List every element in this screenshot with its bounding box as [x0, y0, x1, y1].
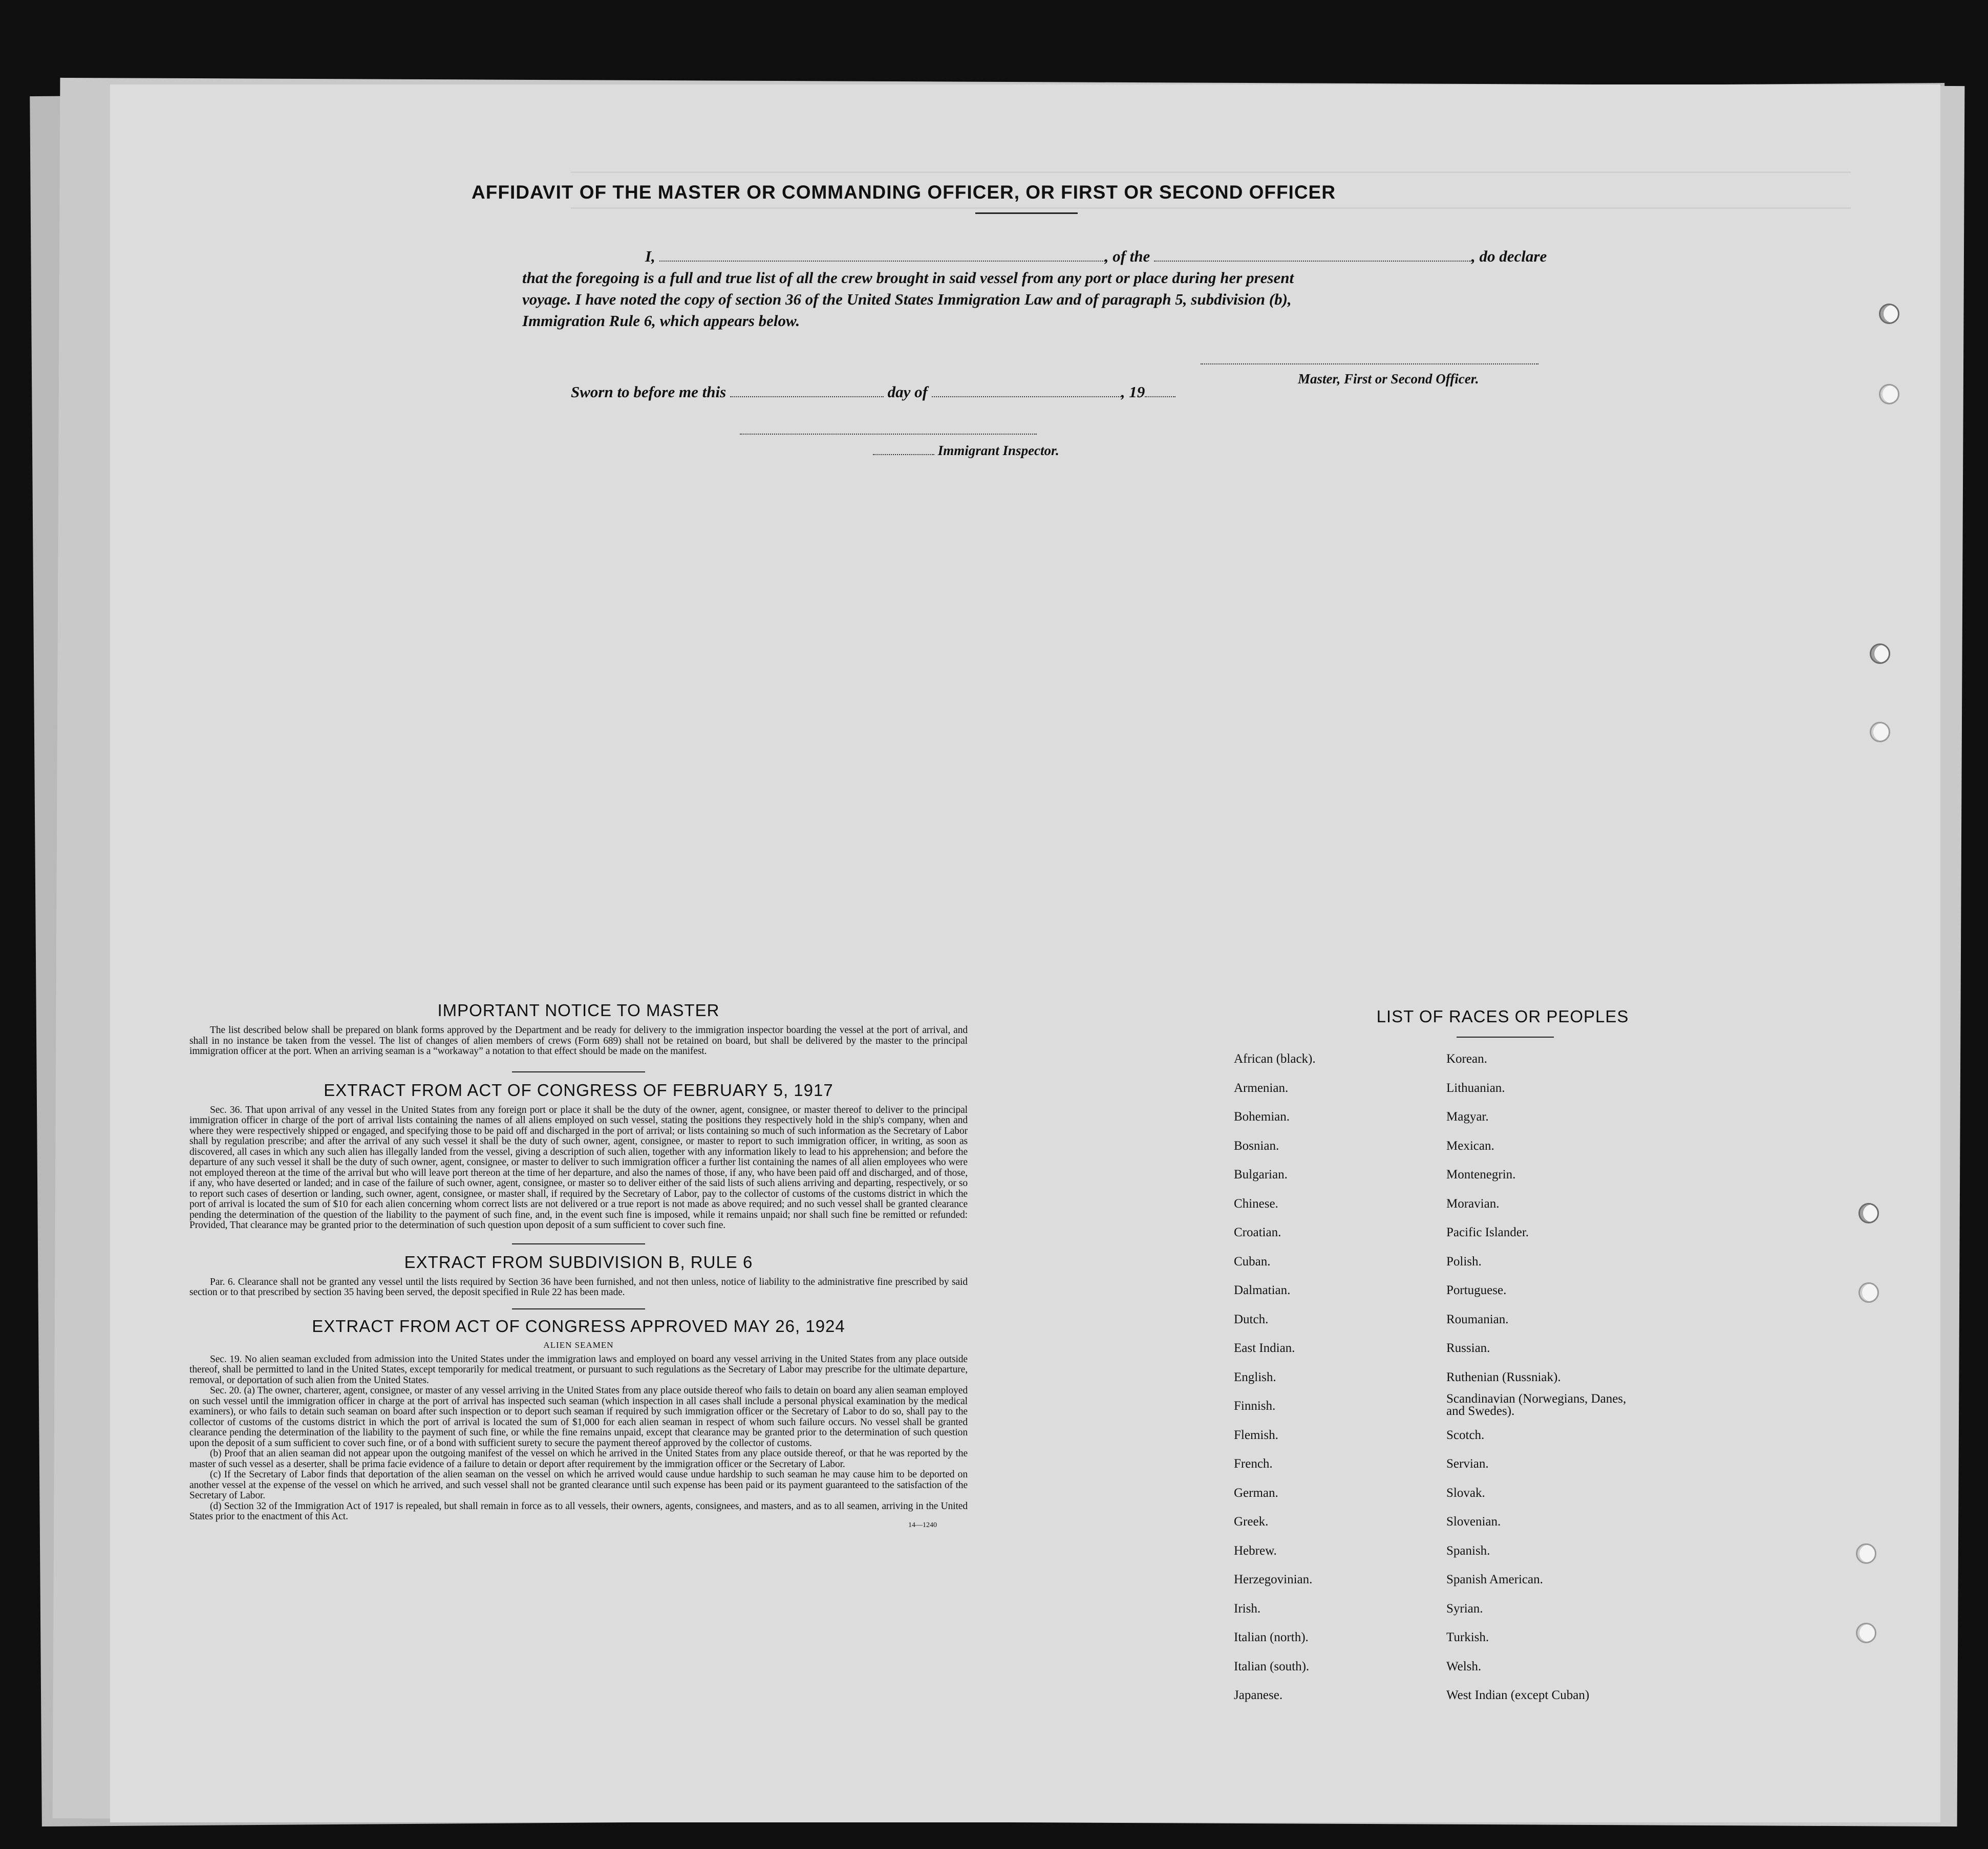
race-item: Dalmatian. [1234, 1283, 1291, 1297]
declaration-line: voyage. I have noted the copy of section 36 of the United States Immigration Law and of paragraph 5, subdivision (b), [522, 290, 1292, 308]
manifest-back-page [110, 84, 1940, 1822]
sec-19-paragraph: Sec. 19. No alien seaman excluded from admission into the United States under the immigration laws and employed on board any vessel arriving in the United States from any place outside thereof, shall be permitted to land in the United States, except temporarily for medical treatment, or pursuant to such regulations as the Secretary of Labor may prescribe for the ultimate departure, removal, or deportation of such alien from the United States. [189, 1353, 968, 1386]
sec-20d-paragraph: (d) Section 32 of the Immigration Act of 1917 is repealed, but shall remain in force as to all vessels, their owners, agents, consignees, and masters, and as to all seamen, arriving in the United States prior to the enactment of this Act. [189, 1500, 968, 1522]
race-item: Magyar. [1446, 1110, 1489, 1124]
race-item: German. [1234, 1486, 1278, 1500]
sec-20c-paragraph: (c) If the Secretary of Labor finds that deportation of the alien seaman on the vessel on which he arrived would cause undue hardship to such seaman he may cause him to be deported on another vessel at the expense of the vessel on which he arrived, and such vessel shall not be granted clearance until such expense has been paid or its payment guaranteed to the satisfaction of the Secretary of Labor. [189, 1469, 968, 1501]
race-item: Cuban. [1234, 1254, 1271, 1268]
race-item: Scotch. [1446, 1428, 1485, 1442]
binder-hole [1856, 1543, 1876, 1564]
race-item: Flemish. [1234, 1428, 1278, 1442]
notice-paragraph: The list described below shall be prepared on blank forms approved by the Department and be ready for delivery to the immigration inspector boarding the vessel at the port of arrival, and shall in no instance be taken from the vessel. The list of changes of alien members of crews (Form 689) shall not be retained on board, but shall be delivered by the master to the principal immigration officer at the port. When an arriving seaman is a “workaway” a notation to that effect should be made on the manifest. [189, 1025, 968, 1057]
race-item: Slovenian. [1446, 1515, 1501, 1529]
binder-hole [1870, 722, 1890, 742]
affidavit-title: AFFIDAVIT OF THE MASTER OR COMMANDING OFFICER, OR FIRST OR SECOND OFFICER [472, 182, 1336, 203]
race-item: Bohemian. [1234, 1110, 1290, 1124]
race-item: Herzegovinian. [1234, 1573, 1313, 1586]
form-number: 14—1240 [908, 1521, 937, 1529]
binder-hole [1870, 643, 1890, 664]
race-item: Welsh. [1446, 1659, 1482, 1673]
race-item: Finnish. [1234, 1399, 1276, 1413]
race-item: Italian (south). [1234, 1659, 1310, 1673]
race-item: Syrian. [1446, 1601, 1483, 1616]
binder-hole [1879, 304, 1899, 324]
par-6-paragraph: Par. 6. Clearance shall not be granted any vessel until the lists required by Section 36 have been furnished, and not then unless, notice of liability to the administrative fine prescribed by said section or to that prescribed by section 35 having been served, the deposit specified in Rule 22 has been made. [189, 1276, 968, 1298]
i-label: I, [645, 247, 655, 265]
extract-rule6-title: EXTRACT FROM SUBDIVISION B, RULE 6 [404, 1252, 753, 1272]
race-item: Moravian. [1446, 1196, 1500, 1211]
race-item: African (black). [1234, 1052, 1316, 1066]
race-item: Ruthenian (Russniak). [1446, 1370, 1561, 1384]
binder-hole [1879, 384, 1899, 404]
race-item: Scandinavian (Norwegians, Danes, and Swedes). [1446, 1392, 1627, 1418]
race-item: Roumanian. [1446, 1312, 1509, 1326]
races-title: LIST OF RACES OR PEOPLES [1376, 1007, 1629, 1026]
race-item: Pacific Islander. [1446, 1226, 1529, 1239]
race-item: Russian. [1446, 1341, 1490, 1355]
inspector-label: Immigrant Inspector. [937, 443, 1059, 458]
of-the-label: , of the [1104, 247, 1150, 265]
race-item: Armenian. [1234, 1081, 1289, 1095]
binder-hole [1856, 1623, 1876, 1643]
extract-1917-title: EXTRACT FROM ACT OF CONGRESS OF FEBRUARY 5, 1917 [324, 1080, 833, 1100]
race-item: Bosnian. [1234, 1138, 1279, 1153]
race-item: Bulgarian. [1234, 1168, 1288, 1181]
sworn-prefix: Sworn to before me this [571, 383, 726, 401]
race-item: Lithuanian. [1446, 1081, 1505, 1095]
race-item: West Indian (except Cuban) [1446, 1688, 1590, 1702]
race-item: East Indian. [1234, 1341, 1295, 1355]
races-list [110, 84, 1940, 1822]
race-item: Irish. [1234, 1601, 1261, 1616]
race-item: Hebrew. [1234, 1543, 1277, 1558]
do-declare-label: , do declare [1471, 247, 1547, 265]
race-item: Mexican. [1446, 1138, 1494, 1153]
sec-36-paragraph: Sec. 36. That upon arrival of any vessel in the United States from any foreign port or place it shall be the duty of the owner, agent, consignee, or master thereof to deliver to the principal immigration officer in charge of the port of arrival lists containing the names of all aliens employed on such vessel, stating the positions they respectively hold in the ship's company, when and where they were respectively shipped or engaged, and specifying those to be paid off and discharged in the port of arrival; or lists containing so much of such information as the Secretary of Labor shall by regulation prescribe; and after the arrival of any such vessel it shall be the duty of such owner, agent, consignee, or master to report to such immigration officer, in writing, as soon as discovered, all cases in which any such alien has illegally landed from the vessel, giving a description of such alien, together with any information likely to lead to his apprehension; and before the departure of any such vessel it shall be the duty of such owner, agent, consignee, or master to deliver to such immigration officer a further list containing the names of all alien employees who were not employed thereon at the time of the arrival but who will leave port thereon at the time of her departure, and also the names of those, if any, who have been paid off and discharged, and of those, if any, who have deserted or landed; and in case of the failure of such owner, agent, consignee, or master so to deliver either of the said lists of such aliens arriving and departing, respectively, or so to report such cases of desertion or landing, such owner, agent, consignee, or master shall, if required by the Secretary of Labor, pay to the collector of customs of the customs district in which the port of arrival is located the sum of $10 for each alien concerning whom correct lists are not delivered or a true report is not made as above required; and no such vessel shall be granted clearance pending the determination of the question of the liability to the payment of such fine, and, in the event such fine is imposed, while it remains unpaid; nor shall such fine be remitted or refunded: Provided, That clearance may be granted prior to the determination of such question upon deposit of a sum sufficient to cover such fine. [189, 1104, 968, 1231]
binder-hole [1858, 1282, 1879, 1303]
day-of-label: day of [887, 383, 928, 401]
race-item: Turkish. [1446, 1630, 1489, 1644]
year-prefix: , 19 [1121, 383, 1145, 401]
race-item: Greek. [1234, 1515, 1269, 1529]
binder-hole [1858, 1203, 1879, 1223]
race-item: Korean. [1446, 1052, 1487, 1066]
sec-20b-paragraph: (b) Proof that an alien seaman did not appear upon the outgoing manifest of the vessel on which he arrived in the United States from any place outside thereof, or that he was reported by the master of such vessel as a deserter, shall be prima facie evidence of a failure to detain or deport after requirement by the immigration officer or the Secretary of Labor. [189, 1448, 968, 1470]
alien-seamen-subtitle: ALIEN SEAMEN [543, 1340, 614, 1350]
race-item: Slovak. [1446, 1486, 1485, 1500]
race-item: French. [1234, 1457, 1273, 1471]
race-item: Montenegrin. [1446, 1168, 1516, 1181]
race-item: Italian (north). [1234, 1630, 1309, 1644]
race-item: Polish. [1446, 1254, 1482, 1268]
race-item: Spanish. [1446, 1543, 1490, 1558]
sec-20a-paragraph: Sec. 20. (a) The owner, charterer, agent, consignee, or master of any vessel arriving in the United States from any place outside thereof who fails to detain on board any alien seaman employed on such vessel until the immigration officer in charge at the port of arrival has inspected such seaman (which inspection in all cases shall include a personal physical examination by the medical examiners), or who fails to detain such seaman on board after such inspection or to deport such seaman if required by such immigration officer or the Secretary of Labor to do so, shall pay to the collector of customs of the customs district in which the port of arrival is located the sum of $1,000 for each alien seaman in respect of whom such failure occurs. No vessel shall be granted clearance pending the determination of the liability to the payment of such fine, or while the fine remains unpaid, except that clearance may be granted prior to the determination of such question upon the deposit of a sum sufficient to cover such fine, or of a bond with sufficient surety to secure the payment thereof approved by the collector of customs. [189, 1385, 968, 1449]
master-signature-label: Master, First or Second Officer. [1298, 371, 1479, 386]
race-item: Servian. [1446, 1457, 1489, 1471]
declaration-line: Immigration Rule 6, which appears below. [522, 312, 800, 330]
race-item: Chinese. [1234, 1196, 1278, 1211]
race-item: English. [1234, 1370, 1276, 1384]
declaration-line: that the foregoing is a full and true list of all the crew brought in said vessel from any port or place during her present [522, 269, 1294, 287]
race-item: Dutch. [1234, 1312, 1269, 1326]
extract-1924-title: EXTRACT FROM ACT OF CONGRESS APPROVED MAY 26, 1924 [312, 1316, 845, 1336]
race-item: Portuguese. [1446, 1283, 1507, 1297]
race-item: Japanese. [1234, 1688, 1283, 1702]
race-item: Spanish American. [1446, 1573, 1543, 1586]
notice-title: IMPORTANT NOTICE TO MASTER [437, 1001, 720, 1020]
race-item: Croatian. [1234, 1226, 1281, 1239]
